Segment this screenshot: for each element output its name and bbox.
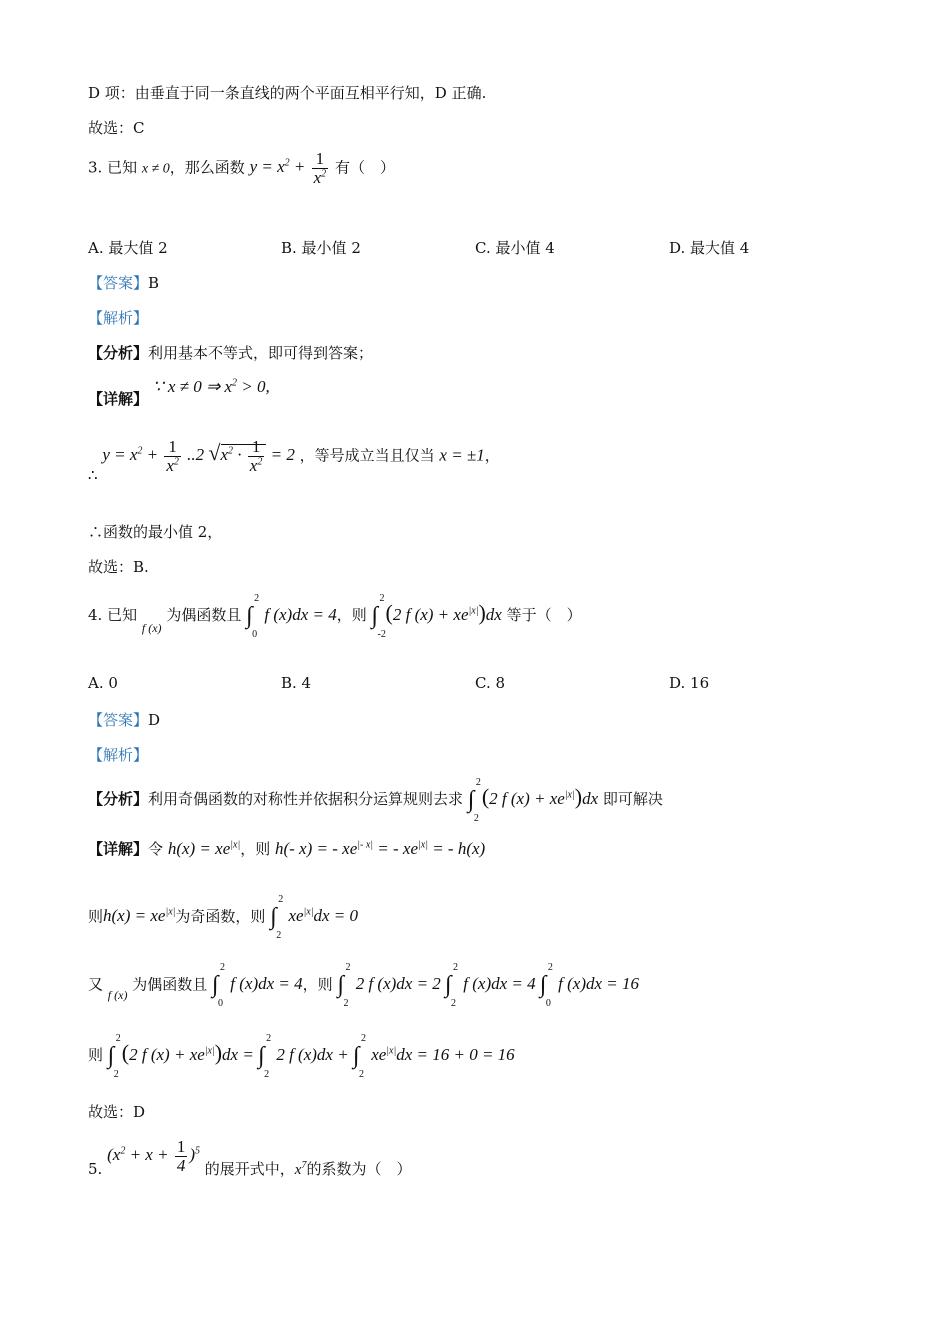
q4-odd — [88, 894, 358, 941]
choose-b: 故选：B. — [88, 558, 149, 576]
q3-mid: ，那么函数 — [169, 158, 245, 177]
q3-option-a: A. 最大值 2 — [88, 239, 168, 257]
q4-final — [88, 1032, 515, 1080]
q4-integral-target: ∫ 2 -2 (2 f $(x) + xe^{|x|})dx$ — [371, 592, 502, 640]
q3-function: $y = x^2$ + $\frac{1}{x^2}$ — [249, 149, 327, 187]
q3-option-c: C. 最小值 4 — [475, 239, 555, 257]
q5-prefix: 5. — [88, 1160, 103, 1179]
q4-odd-pre: 则 — [88, 907, 104, 926]
q4-detail — [88, 838, 485, 859]
answer-label: 【答案】 — [88, 274, 149, 292]
q3-equality-point: x = ±1 — [439, 445, 485, 465]
question-4 — [88, 592, 582, 640]
q3-min: ∴函数的最小值 2， — [88, 523, 223, 541]
q4-detail-ling: 令 — [148, 840, 164, 858]
q4-analysis-heading: 【解析】 — [88, 746, 149, 764]
q3-option-d: D. 最大值 4 — [669, 239, 750, 257]
q3-detail — [88, 376, 270, 408]
q5-suffix: 的系数为（ ） — [306, 1160, 412, 1179]
q4-suffix: 等于（ ） — [506, 606, 582, 624]
q4-you — [88, 962, 640, 1009]
analysis-label: 【分析】 — [88, 344, 149, 362]
q4-you: 又 — [88, 975, 104, 994]
q4-integral-given: ∫ 2 0 f (x)dx = 4 — [246, 592, 337, 640]
detail-label: 【详解】 — [88, 840, 149, 858]
q4-you-then: ，则 — [302, 975, 333, 994]
q4-h-def: $h(x) = xe^{|x|}$ — [167, 839, 241, 858]
q3-prefix: 3. 已知 — [88, 158, 138, 177]
q4-analysis — [88, 776, 663, 824]
detail-label: 【详解】 — [88, 390, 149, 408]
q4-answer — [88, 709, 160, 730]
q3-analysis-heading: 【解析】 — [88, 309, 149, 327]
q4-you-chain: ∫ 2 2 2 f (x)dx = 2 ∫ 2 2 f (x)dx = 4 ∫ 2 0 f (x)dx = 16 — [337, 962, 640, 1009]
analysis-label: 【分析】 — [88, 790, 149, 808]
q3-suffix: 有（ ） — [334, 158, 395, 177]
q4-odd-integral: ∫ 2 2 $xe^{|x|}dx = 0$ — [270, 894, 358, 941]
q4-final-chain: ∫ 2 2 (2 f $(x) + xe^{|x|})dx$ = ∫ 2 2 2 f (x)dx + ∫ 2 2 $xe^{|x|}dx = 16 + 0 = 16$ — [107, 1032, 515, 1080]
q4-analysis-integral: ∫ 2 2 (2 f $(x) + xe^{|x|})dx$ — [467, 776, 599, 824]
q4-option-b: B. 4 — [281, 674, 312, 692]
q3-answer — [88, 272, 159, 293]
q5-term: $x^7$ — [294, 1160, 307, 1179]
q4-h-neg: h(- x) = - $xe^{|- x|}$ = - $xe^{|x|}$ = - h(x) — [274, 839, 486, 858]
question-3 — [88, 150, 395, 187]
choose-c: 故选：C — [88, 119, 145, 137]
q3-analysis — [88, 342, 373, 363]
q4-mid: 为偶函数且 — [166, 606, 242, 624]
q3-option-b: B. 最小值 2 — [281, 239, 361, 257]
q3-detail-math: ∵ x ≠ 0 ⇒ $x^2 > 0$, — [152, 377, 270, 396]
q3-answer-value: B — [148, 274, 160, 292]
q4-analysis-end: 即可解决 — [602, 790, 663, 808]
q4-prefix: 4. 已知 — [88, 606, 138, 624]
q4-you-mid: 为偶函数且 — [132, 975, 208, 994]
d-item-conclusion: D 项：由垂直于同一条直线的两个平面互相平行知，D 正确. — [88, 84, 487, 102]
q4-option-a: A. 0 — [88, 674, 118, 692]
q3-inequality: ∴ $y = x^2$ + $\frac{1}{x^2}$ ..2 $√x^2$ · $\frac{1}{x^2}$ = 2 ，等号成立当且仅当 x = ±1， — [88, 437, 500, 485]
q3-eq-note: ，等号成立当且仅当 — [299, 446, 435, 465]
q4-fx: f (x) — [141, 621, 162, 635]
question-5 — [88, 1137, 412, 1179]
q4-final-pre: 则 — [88, 1046, 104, 1064]
q3-condition: x ≠ 0 — [141, 161, 170, 177]
q4-you-fx: f (x) — [107, 988, 128, 1003]
q4-detail-then: ，则 — [240, 840, 271, 858]
q5-expression: ($x^2 + x$ + $\frac{1}{4}$ )$^5$ — [107, 1137, 200, 1175]
q5-mid: 的展开式中， — [204, 1160, 295, 1179]
q3-inequality-math: $y = x^2$ + $\frac{1}{x^2}$ ..2 $√x^2$ · $\frac{1}{x^2}$ = 2 — [102, 437, 295, 475]
choose-d: 故选：D — [88, 1103, 146, 1121]
q4-then: ，则 — [336, 606, 367, 624]
q4-you-given: ∫ 2 0 f (x)dx = 4 — [212, 962, 303, 1009]
q4-answer-value: D — [148, 711, 161, 729]
q4-odd-mid: 为奇函数，则 — [175, 907, 266, 926]
q4-option-c: C. 8 — [475, 674, 506, 692]
q4-analysis-text: 利用奇偶函数的对称性并依据积分运算规则去求 — [148, 790, 464, 808]
q3-analysis-text: 利用基本不等式，即可得到答案； — [148, 344, 374, 362]
answer-label: 【答案】 — [88, 711, 149, 729]
q4-option-d: D. 16 — [669, 674, 710, 692]
q4-odd-h: $h(x) = xe^{|x|}$ — [103, 906, 176, 926]
